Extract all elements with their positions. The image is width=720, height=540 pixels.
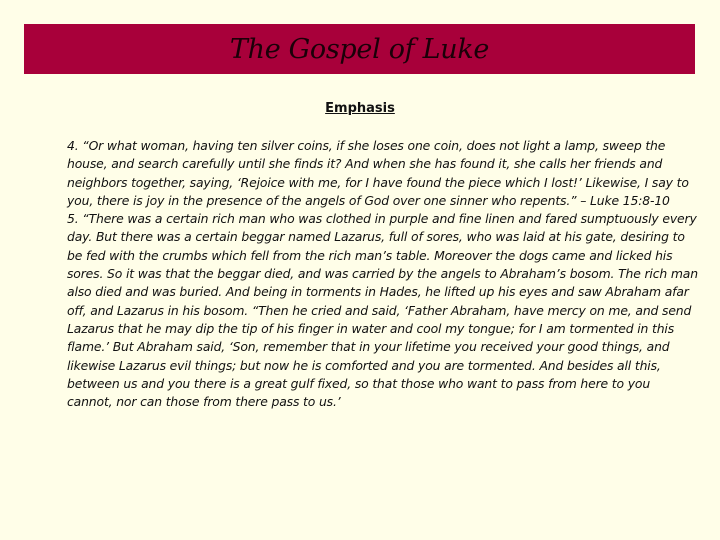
paragraph-luke-15: 4. “Or what woman, having ten silver coins, if she loses one coin, does not light a lamp, sweep the house, and search carefully until she finds it? And when she has found it, she calls her friends and neighbors together, saying, ‘Rejoice with me, for I have found the piece which I lost!’ Likewise, I say to you, there is joy in the presence of the angels of God over one sinner who repents.” – Luke 15:8-10 [67,138,689,208]
slide-title: The Gospel of Luke [229,33,490,65]
title-bar [24,24,695,74]
section-heading: Emphasis [325,101,395,116]
paragraph-rich-man-lazarus: 5. “There was a certain rich man who was clothed in purple and fine linen and fared sumptuously every day. But there was a certain beggar named Lazarus, full of sores, who was laid at his gate, desiring to be fed with the crumbs which fell from the rich man’s table. Moreover the dogs came and licked his sores. So it was that the beggar died, and was carried by the angels to Abraham’s bosom. The rich man also died and was buried. And being in torments in Hades, he lifted up his eyes and saw Abraham afar off, and Lazarus in his bosom. “Then he cried and said, ‘Father Abraham, have mercy on me, and send Lazarus that he may dip the tip of his finger in water and cool my tongue; for I am tormented in this flame.’ But Abraham said, ‘Son, remember that in your lifetime you received your good things, and likewise Lazarus evil things; but now he is comforted and you are tormented. And besides all this, between us and you there is a great gulf fixed, so that those who want to pass from here to you cannot, nor can those from there pass to us.’ [67,211,698,410]
body-text [67,137,699,411]
